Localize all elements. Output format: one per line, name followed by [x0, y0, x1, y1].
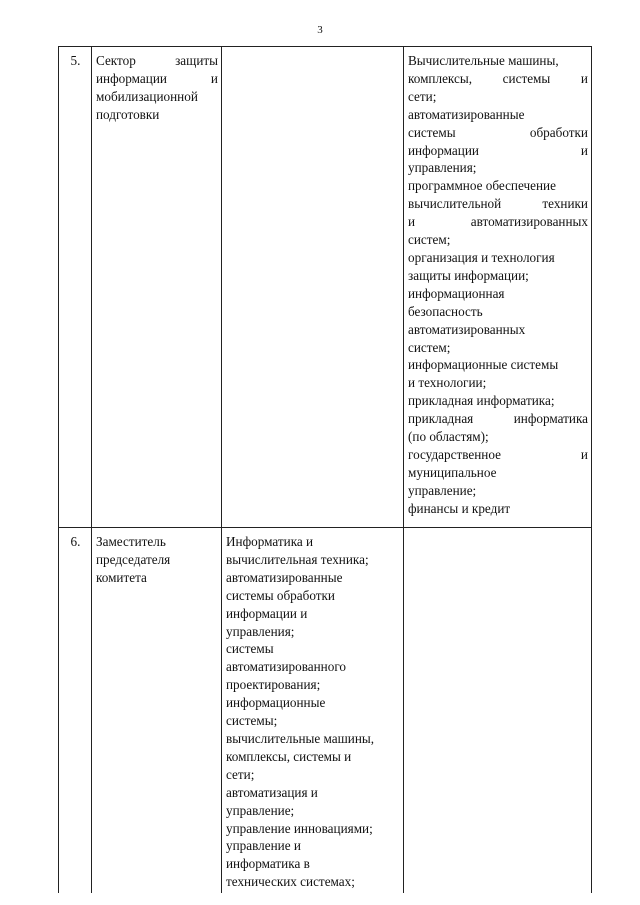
- row-number: 6.: [70, 534, 81, 549]
- text-line: информационные: [226, 695, 326, 711]
- text-line: управление и: [226, 838, 301, 854]
- text-line: управления;: [408, 160, 477, 176]
- department-name: [96, 52, 218, 124]
- text-line: сети;: [408, 88, 437, 104]
- text-line: государственное и: [408, 446, 588, 462]
- table-row: [59, 528, 592, 894]
- text-line: прикладная информатика;: [408, 393, 555, 409]
- row-number-cell: [59, 47, 92, 528]
- text-line: автоматизированные: [226, 569, 343, 585]
- text-line: муниципальное: [408, 464, 497, 480]
- text-line: систем;: [408, 339, 451, 355]
- text-line: вычислительная техника;: [226, 551, 369, 567]
- text-line: Заместитель: [96, 534, 166, 549]
- text-line: управление инновациями;: [226, 820, 373, 836]
- specialties-cell-primary: [222, 47, 404, 528]
- text-line: системы обработки: [408, 124, 588, 140]
- row-number: 5.: [70, 53, 81, 68]
- text-line: информатика в: [226, 856, 310, 872]
- text-line: защиты информации;: [408, 267, 529, 283]
- text-line: комплексы, системы и: [408, 70, 588, 86]
- text-line: информационная: [408, 285, 505, 301]
- text-line: автоматизированные: [408, 106, 525, 122]
- specialties-list: [226, 533, 400, 891]
- text-line: безопасность: [408, 303, 483, 319]
- row-number-cell: [59, 528, 92, 894]
- text-line: проектирования;: [226, 677, 321, 693]
- text-line: комплексы, системы и: [226, 748, 352, 764]
- text-line: системы;: [226, 713, 278, 729]
- text-line: финансы и кредит: [408, 500, 511, 516]
- text-line: и автоматизированных: [408, 214, 588, 230]
- text-line: информационные системы: [408, 357, 559, 373]
- text-line: сети;: [226, 766, 255, 782]
- text-line: программное обеспечение: [408, 178, 556, 194]
- text-line: подготовки: [96, 106, 160, 122]
- text-line: организация и технология: [408, 249, 555, 265]
- text-line: автоматизация и: [226, 784, 318, 800]
- text-line: вычислительной техники: [408, 196, 588, 212]
- department-cell: [92, 528, 222, 894]
- text-line: мобилизационной: [96, 88, 198, 104]
- text-line: автоматизированных: [408, 321, 526, 337]
- department-name: [96, 533, 218, 587]
- table-row: [59, 47, 592, 528]
- page-number: 3: [317, 24, 323, 36]
- text-line: управления;: [226, 623, 295, 639]
- text-line: систем;: [408, 232, 451, 248]
- text-line: информации и: [96, 70, 218, 86]
- text-line: вычислительные машины,: [226, 730, 375, 746]
- text-line: председателя: [96, 551, 171, 567]
- text-line: информации и: [408, 142, 588, 158]
- specialties-list: [408, 52, 588, 518]
- specialties-cell-secondary: [404, 47, 592, 528]
- text-line: (по областям);: [408, 429, 489, 445]
- text-line: системы обработки: [226, 587, 335, 603]
- specialties-cell-primary: [222, 528, 404, 894]
- text-line: прикладная информатика: [408, 411, 588, 427]
- text-line: автоматизированного: [226, 659, 347, 675]
- department-cell: [92, 47, 222, 528]
- text-line: Информатика и: [226, 534, 314, 549]
- text-line: технических системах;: [226, 874, 355, 890]
- text-line: управление;: [226, 802, 295, 818]
- text-line: Вычислительные машины,: [408, 53, 559, 68]
- text-line: и технологии;: [408, 375, 487, 391]
- text-line: управление;: [408, 482, 477, 498]
- text-line: Сектор защиты: [96, 53, 218, 68]
- text-line: информации и: [226, 605, 308, 621]
- specialties-cell-secondary: [404, 528, 592, 894]
- text-line: комитета: [96, 569, 147, 585]
- text-line: системы: [226, 641, 274, 657]
- staff-table: [58, 46, 592, 893]
